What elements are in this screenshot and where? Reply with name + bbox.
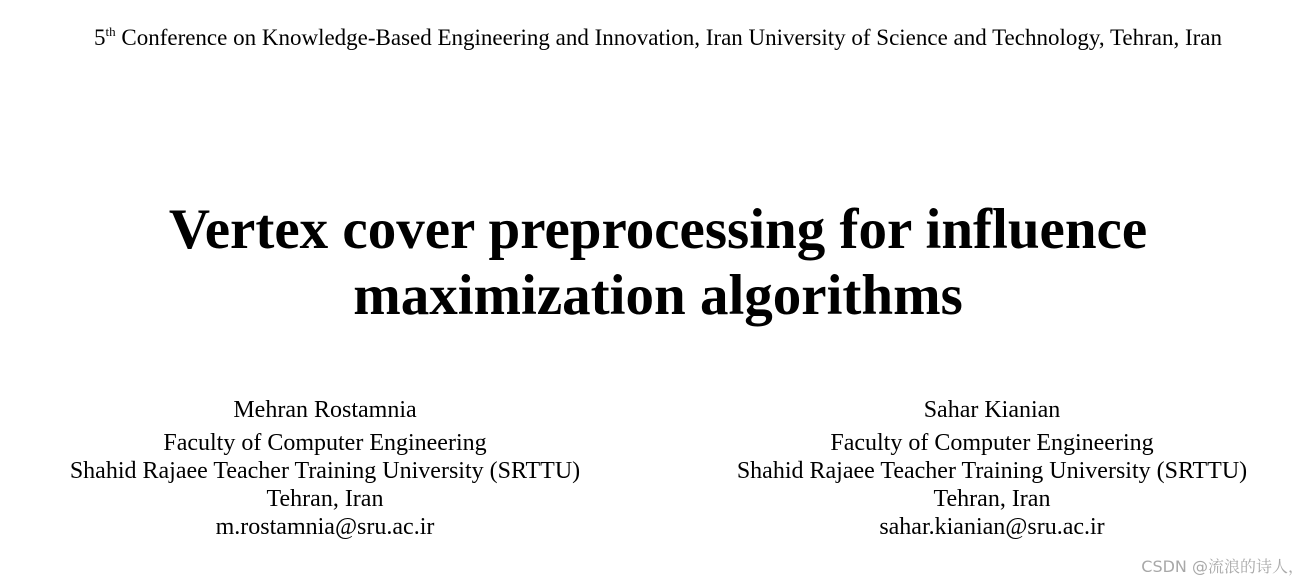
paper-title-line-2: maximization algorithms: [353, 264, 963, 327]
conference-header: [0, 22, 1316, 54]
author-name: Mehran Rostamnia: [233, 397, 417, 423]
csdn-watermark: CSDN @流浪的诗人，: [1141, 557, 1304, 576]
conference-ordinal-number: 5: [93, 25, 106, 50]
author-block-2: [733, 396, 1251, 541]
paper-title-line-1: Vertex cover preprocessing for influence: [168, 198, 1148, 261]
paper-title: [0, 197, 1316, 329]
author-faculty: Faculty of Computer Engineering: [163, 430, 487, 456]
conference-ordinal-suffix: th: [105, 24, 116, 39]
author-location: Tehran, Iran: [266, 486, 384, 512]
author-name: Sahar Kianian: [923, 397, 1061, 423]
author-location: Tehran, Iran: [933, 486, 1051, 512]
author-email: sahar.kianian@sru.ac.ir: [879, 514, 1105, 540]
author-university: Shahid Rajaee Teacher Training University (SRTTU): [736, 458, 1248, 484]
author-block-1: [66, 396, 584, 541]
author-email: m.rostamnia@sru.ac.ir: [215, 514, 435, 540]
author-university: Shahid Rajaee Teacher Training University (SRTTU): [69, 458, 581, 484]
author-faculty: Faculty of Computer Engineering: [830, 430, 1154, 456]
conference-text: Conference on Knowledge-Based Engineering and Innovation, Iran University of Science and Technology, Tehran, Iran: [115, 25, 1222, 50]
